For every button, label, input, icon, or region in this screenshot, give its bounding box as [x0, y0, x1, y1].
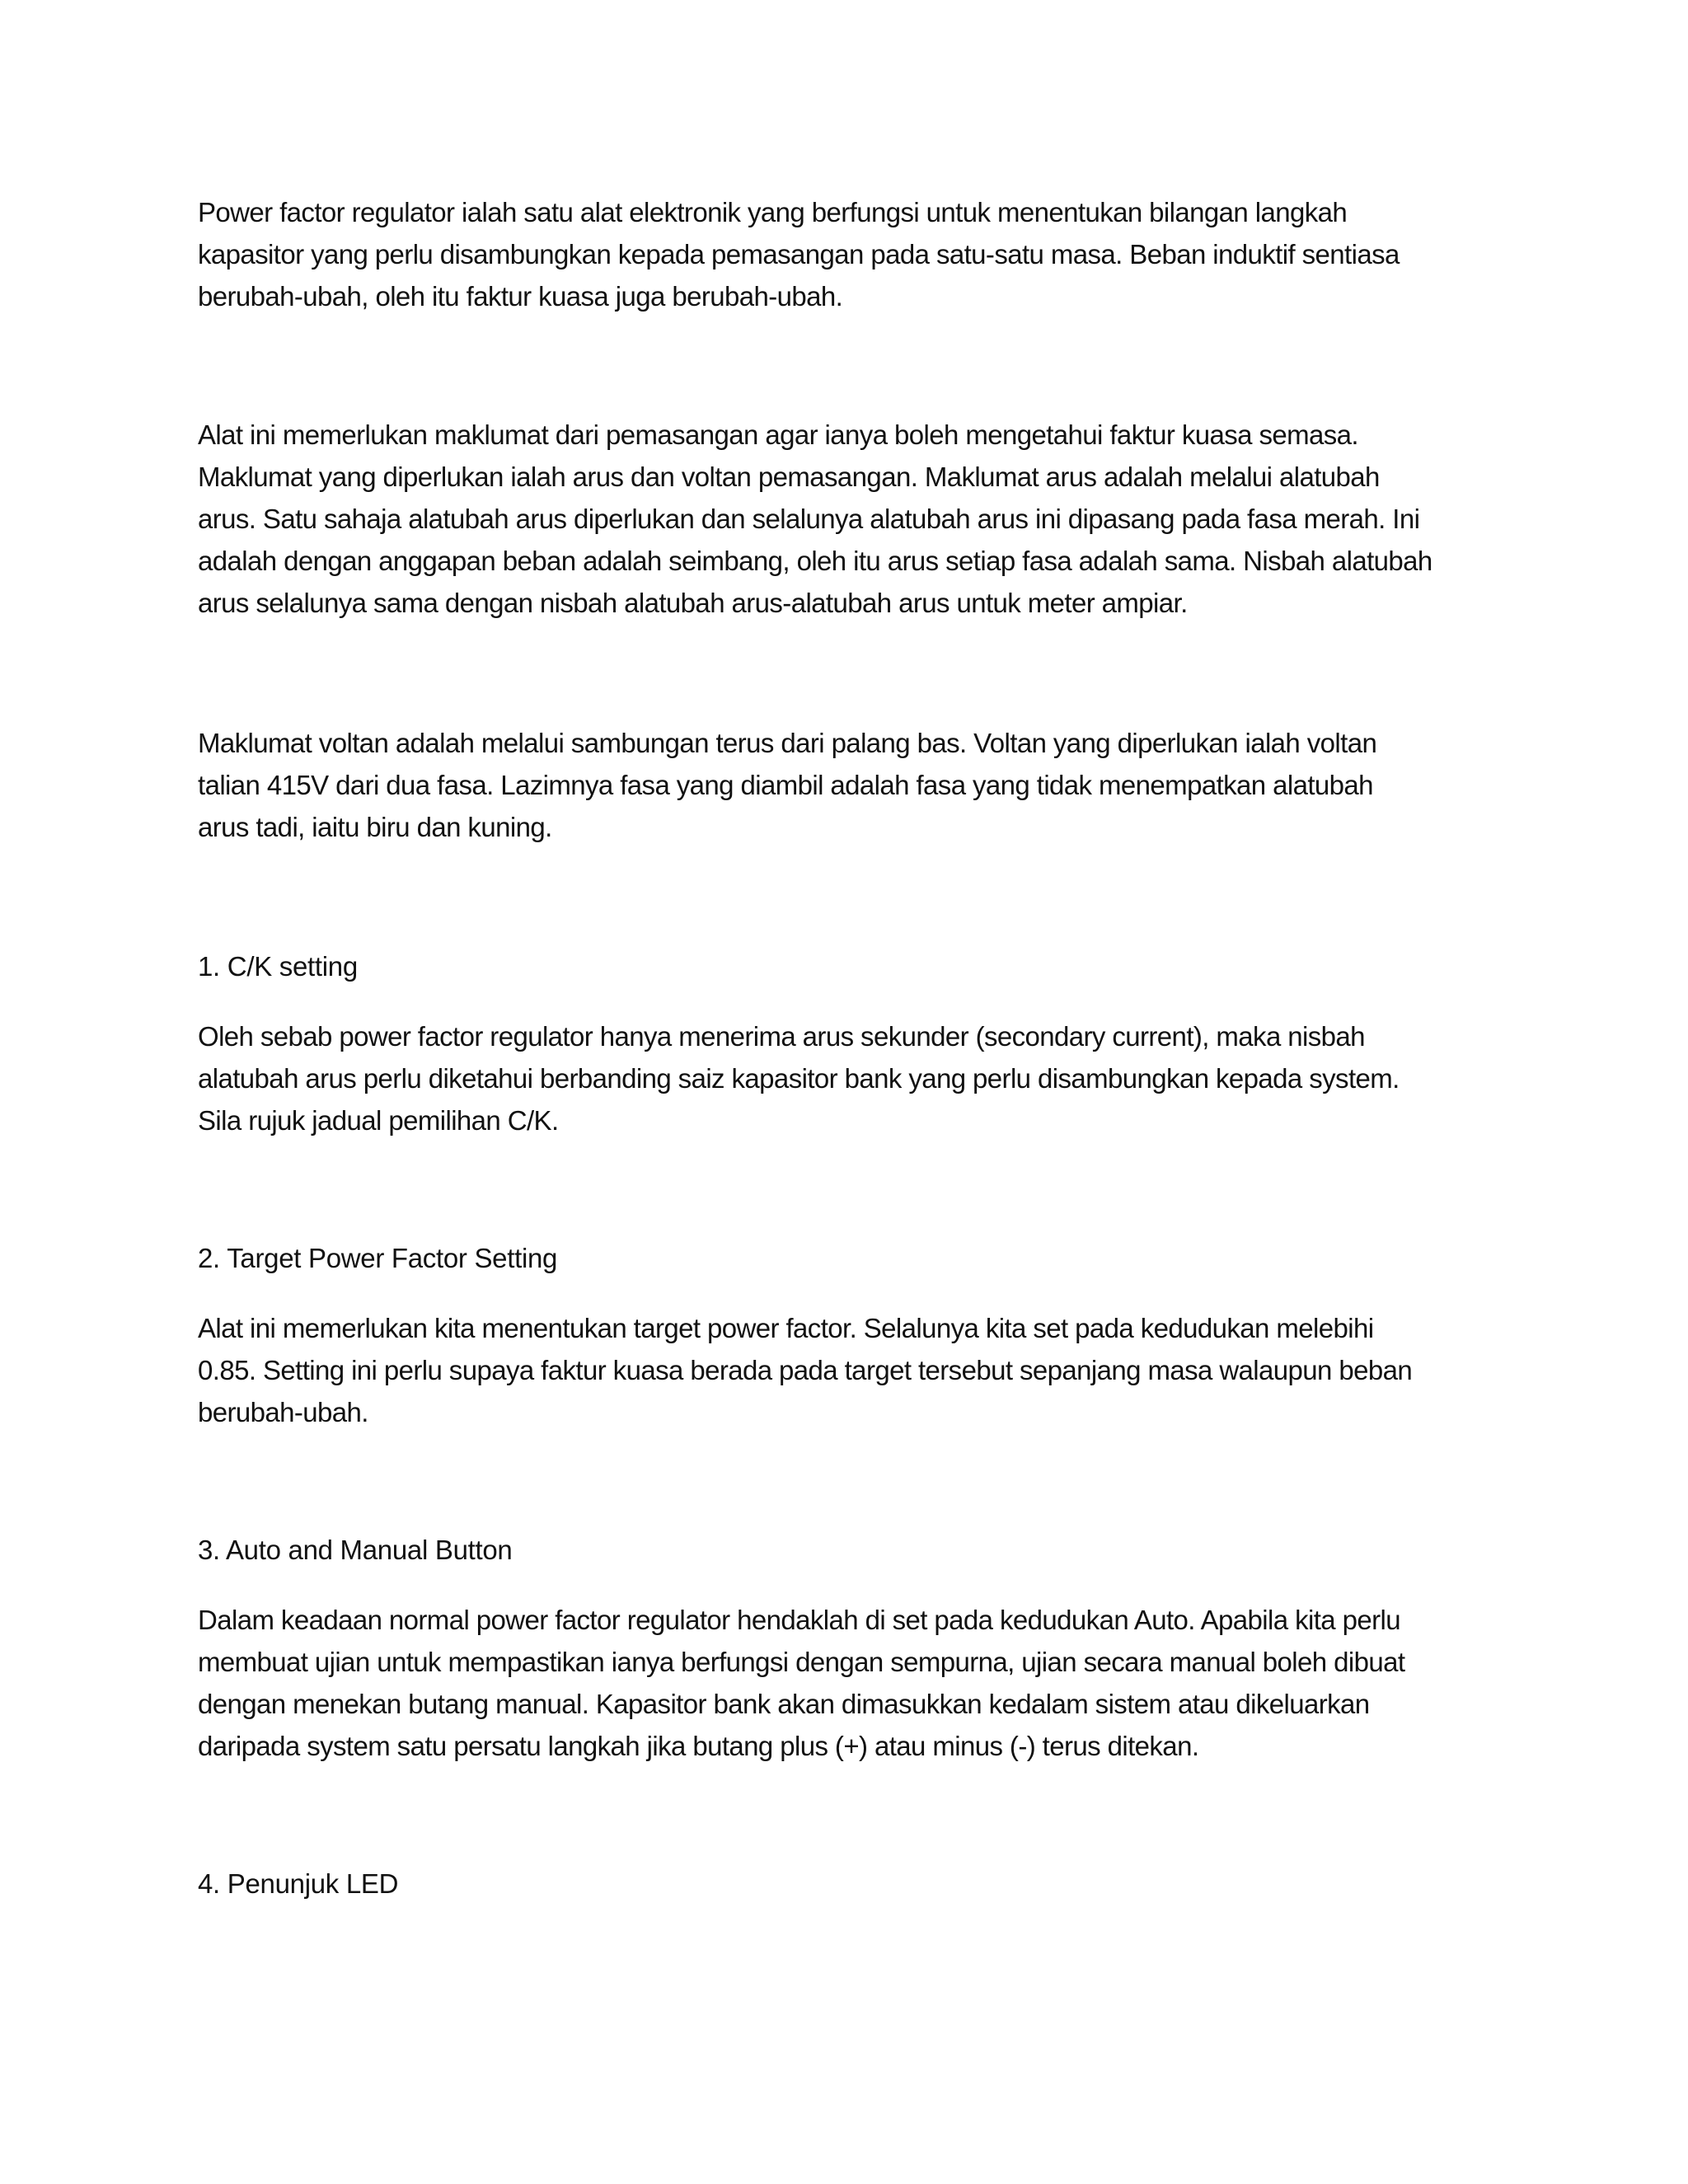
section-heading-ck-setting: 1. C/K setting	[198, 951, 358, 982]
text-line: Alat ini memerlukan maklumat dari pemasangan agar ianya boleh mengetahui faktur kuasa semasa.	[198, 419, 1358, 450]
text-line: Maklumat yang diperlukan ialah arus dan voltan pemasangan. Maklumat arus adalah melalui alatubah	[198, 462, 1380, 492]
voltage-paragraph	[198, 722, 1500, 848]
text-line: dengan menekan butang manual. Kapasitor bank akan dimasukkan kedalam sistem atau dikeluarkan	[198, 1689, 1370, 1719]
text-line: berubah-ubah.	[198, 1397, 368, 1427]
section-body-auto-manual-button	[198, 1599, 1500, 1767]
text-line: Power factor regulator ialah satu alat elektronik yang berfungsi untuk menentukan bilangan langkah	[198, 197, 1348, 227]
text-line: Sila rujuk jadual pemilihan C/K.	[198, 1105, 559, 1136]
text-line: Alat ini memerlukan kita menentukan target power factor. Selalunya kita set pada kedudukan melebihi	[198, 1313, 1374, 1343]
text-line: talian 415V dari dua fasa. Lazimnya fasa yang diambil adalah fasa yang tidak menempatkan alatubah	[198, 770, 1373, 800]
text-line: Maklumat voltan adalah melalui sambungan terus dari palang bas. Voltan yang diperlukan ialah voltan	[198, 728, 1377, 758]
text-line: membuat ujian untuk mempastikan ianya berfungsi dengan sempurna, ujian secara manual boleh dibuat	[198, 1647, 1405, 1677]
section-heading-target-power-factor: 2. Target Power Factor Setting	[198, 1243, 558, 1273]
current-paragraph	[198, 414, 1500, 624]
text-line: arus. Satu sahaja alatubah arus diperlukan dan selalunya alatubah arus ini dipasang pada fasa merah. Ini	[198, 504, 1420, 534]
text-line: 0.85. Setting ini perlu supaya faktur kuasa berada pada target tersebut sepanjang masa walaupun beban	[198, 1355, 1413, 1385]
text-line: kapasitor yang perlu disambungkan kepada pemasangan pada satu-satu masa. Beban induktif sentiasa	[198, 239, 1400, 269]
section-heading-penunjuk-led: 4. Penunjuk LED	[198, 1868, 399, 1899]
intro-paragraph	[198, 191, 1500, 317]
section-heading-auto-manual-button: 3. Auto and Manual Button	[198, 1535, 513, 1565]
text-line: Oleh sebab power factor regulator hanya menerima arus sekunder (secondary current), maka nisbah	[198, 1021, 1365, 1052]
text-line: arus selalunya sama dengan nisbah alatubah arus-alatubah arus untuk meter ampiar.	[198, 588, 1188, 618]
text-line: berubah-ubah, oleh itu faktur kuasa juga berubah-ubah.	[198, 281, 843, 312]
section-body-target-power-factor	[198, 1307, 1500, 1433]
text-line: alatubah arus perlu diketahui berbanding saiz kapasitor bank yang perlu disambungkan kepada system.	[198, 1063, 1400, 1094]
text-line: daripada system satu persatu langkah jika butang plus (+) atau minus (-) terus ditekan.	[198, 1731, 1199, 1761]
text-line: adalah dengan anggapan beban adalah seimbang, oleh itu arus setiap fasa adalah sama. Nisbah alatubah	[198, 546, 1432, 576]
text-line: Dalam keadaan normal power factor regulator hendaklah di set pada kedudukan Auto. Apabila kita perlu	[198, 1605, 1400, 1635]
section-body-ck-setting	[198, 1015, 1500, 1141]
text-line: arus tadi, iaitu biru dan kuning.	[198, 812, 552, 842]
